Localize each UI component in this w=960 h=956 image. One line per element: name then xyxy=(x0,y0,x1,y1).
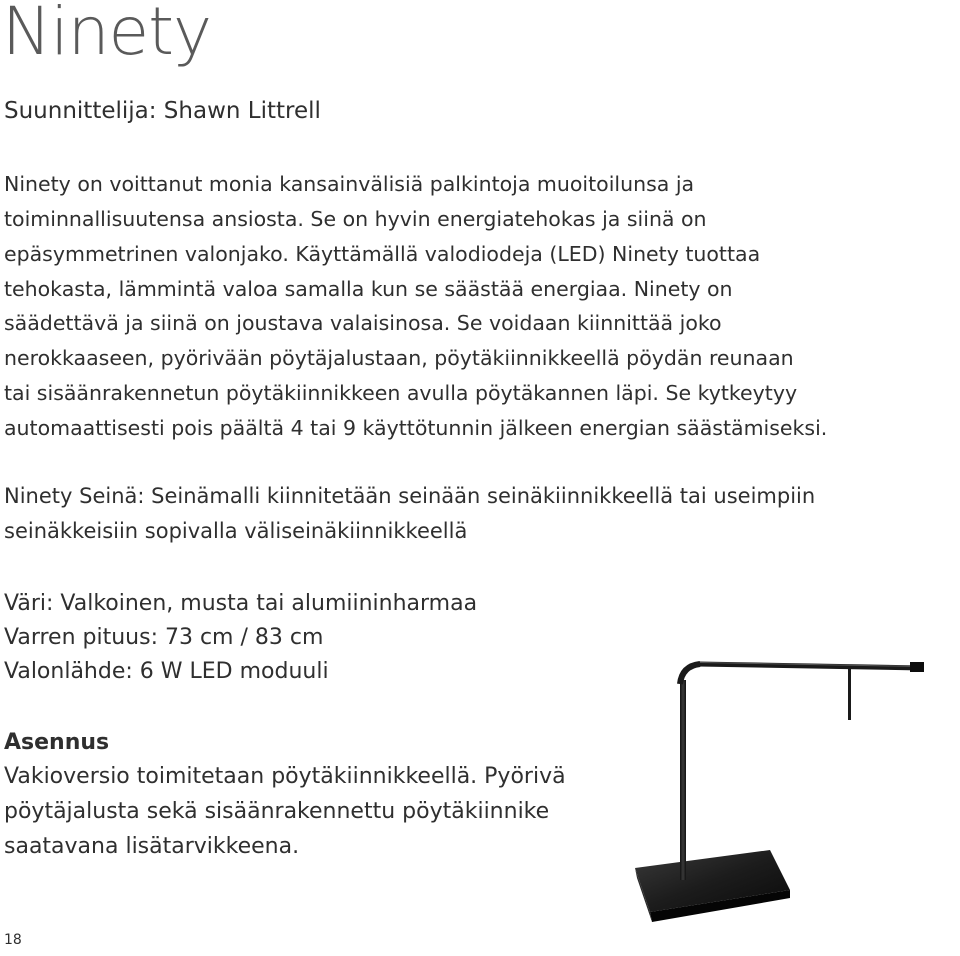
lamp-led-head xyxy=(910,662,924,672)
installation-line: saatavana lisätarvikkeena. xyxy=(4,834,300,859)
installation-line: Vakioversio toimitetaan pöytäkiinnikkeellä. Pyörivä xyxy=(4,764,566,789)
spec-light-source: Valonlähde: 6 W LED moduuli xyxy=(4,659,329,684)
description-line: nerokkaaseen, pyörivään pöytäjalustaan, pöytäkiinnikkeellä pöydän reunaan xyxy=(4,346,794,370)
spec-color: Väri: Valkoinen, musta tai alumiininharmaa xyxy=(4,591,478,616)
description-line: tai sisäänrakennetun pöytäkiinnikkeen avulla pöytäkannen läpi. Se kytkeytyy xyxy=(4,381,798,405)
lamp-product-image xyxy=(600,640,940,950)
description-line: tehokasta, lämmintä valoa samalla kun se säästää energiaa. Ninety on xyxy=(4,277,733,301)
description-line: automaattisesti pois päältä 4 tai 9 käyttötunnin jälkeen energian säästämiseksi. xyxy=(4,416,828,440)
lamp-handle xyxy=(848,668,851,720)
page-title: Ninety xyxy=(2,0,212,70)
installation-heading: Asennus xyxy=(4,730,110,755)
wall-model-line: seinäkkeisiin sopivalla väliseinäkiinnikkeellä xyxy=(4,519,468,543)
description-line: säädettävä ja siinä on joustava valaisinosa. Se voidaan kiinnittää joko xyxy=(4,311,722,335)
description-line: epäsymmetrinen valonjako. Käyttämällä valodiodeja (LED) Ninety tuottaa xyxy=(4,242,761,266)
wall-model-line: Ninety Seinä: Seinämalli kiinnitetään seinään seinäkiinnikkeellä tai useimpiin xyxy=(4,484,816,508)
description-line: Ninety on voittanut monia kansainvälisiä palkintoja muoitoilunsa ja xyxy=(4,172,695,196)
lamp-arm-vertical xyxy=(680,680,686,880)
designer-credit: Suunnittelija: Shawn Littrell xyxy=(4,98,321,124)
page-number: 18 xyxy=(4,932,22,948)
spec-arm-length: Varren pituus: 73 cm / 83 cm xyxy=(4,625,324,650)
installation-line: pöytäjalusta sekä sisäänrakennettu pöytäkiinnike xyxy=(4,799,550,824)
lamp-arm-bend xyxy=(680,664,700,684)
description-line: toiminnallisuutensa ansiosta. Se on hyvin energiatehokas ja siinä on xyxy=(4,207,707,231)
